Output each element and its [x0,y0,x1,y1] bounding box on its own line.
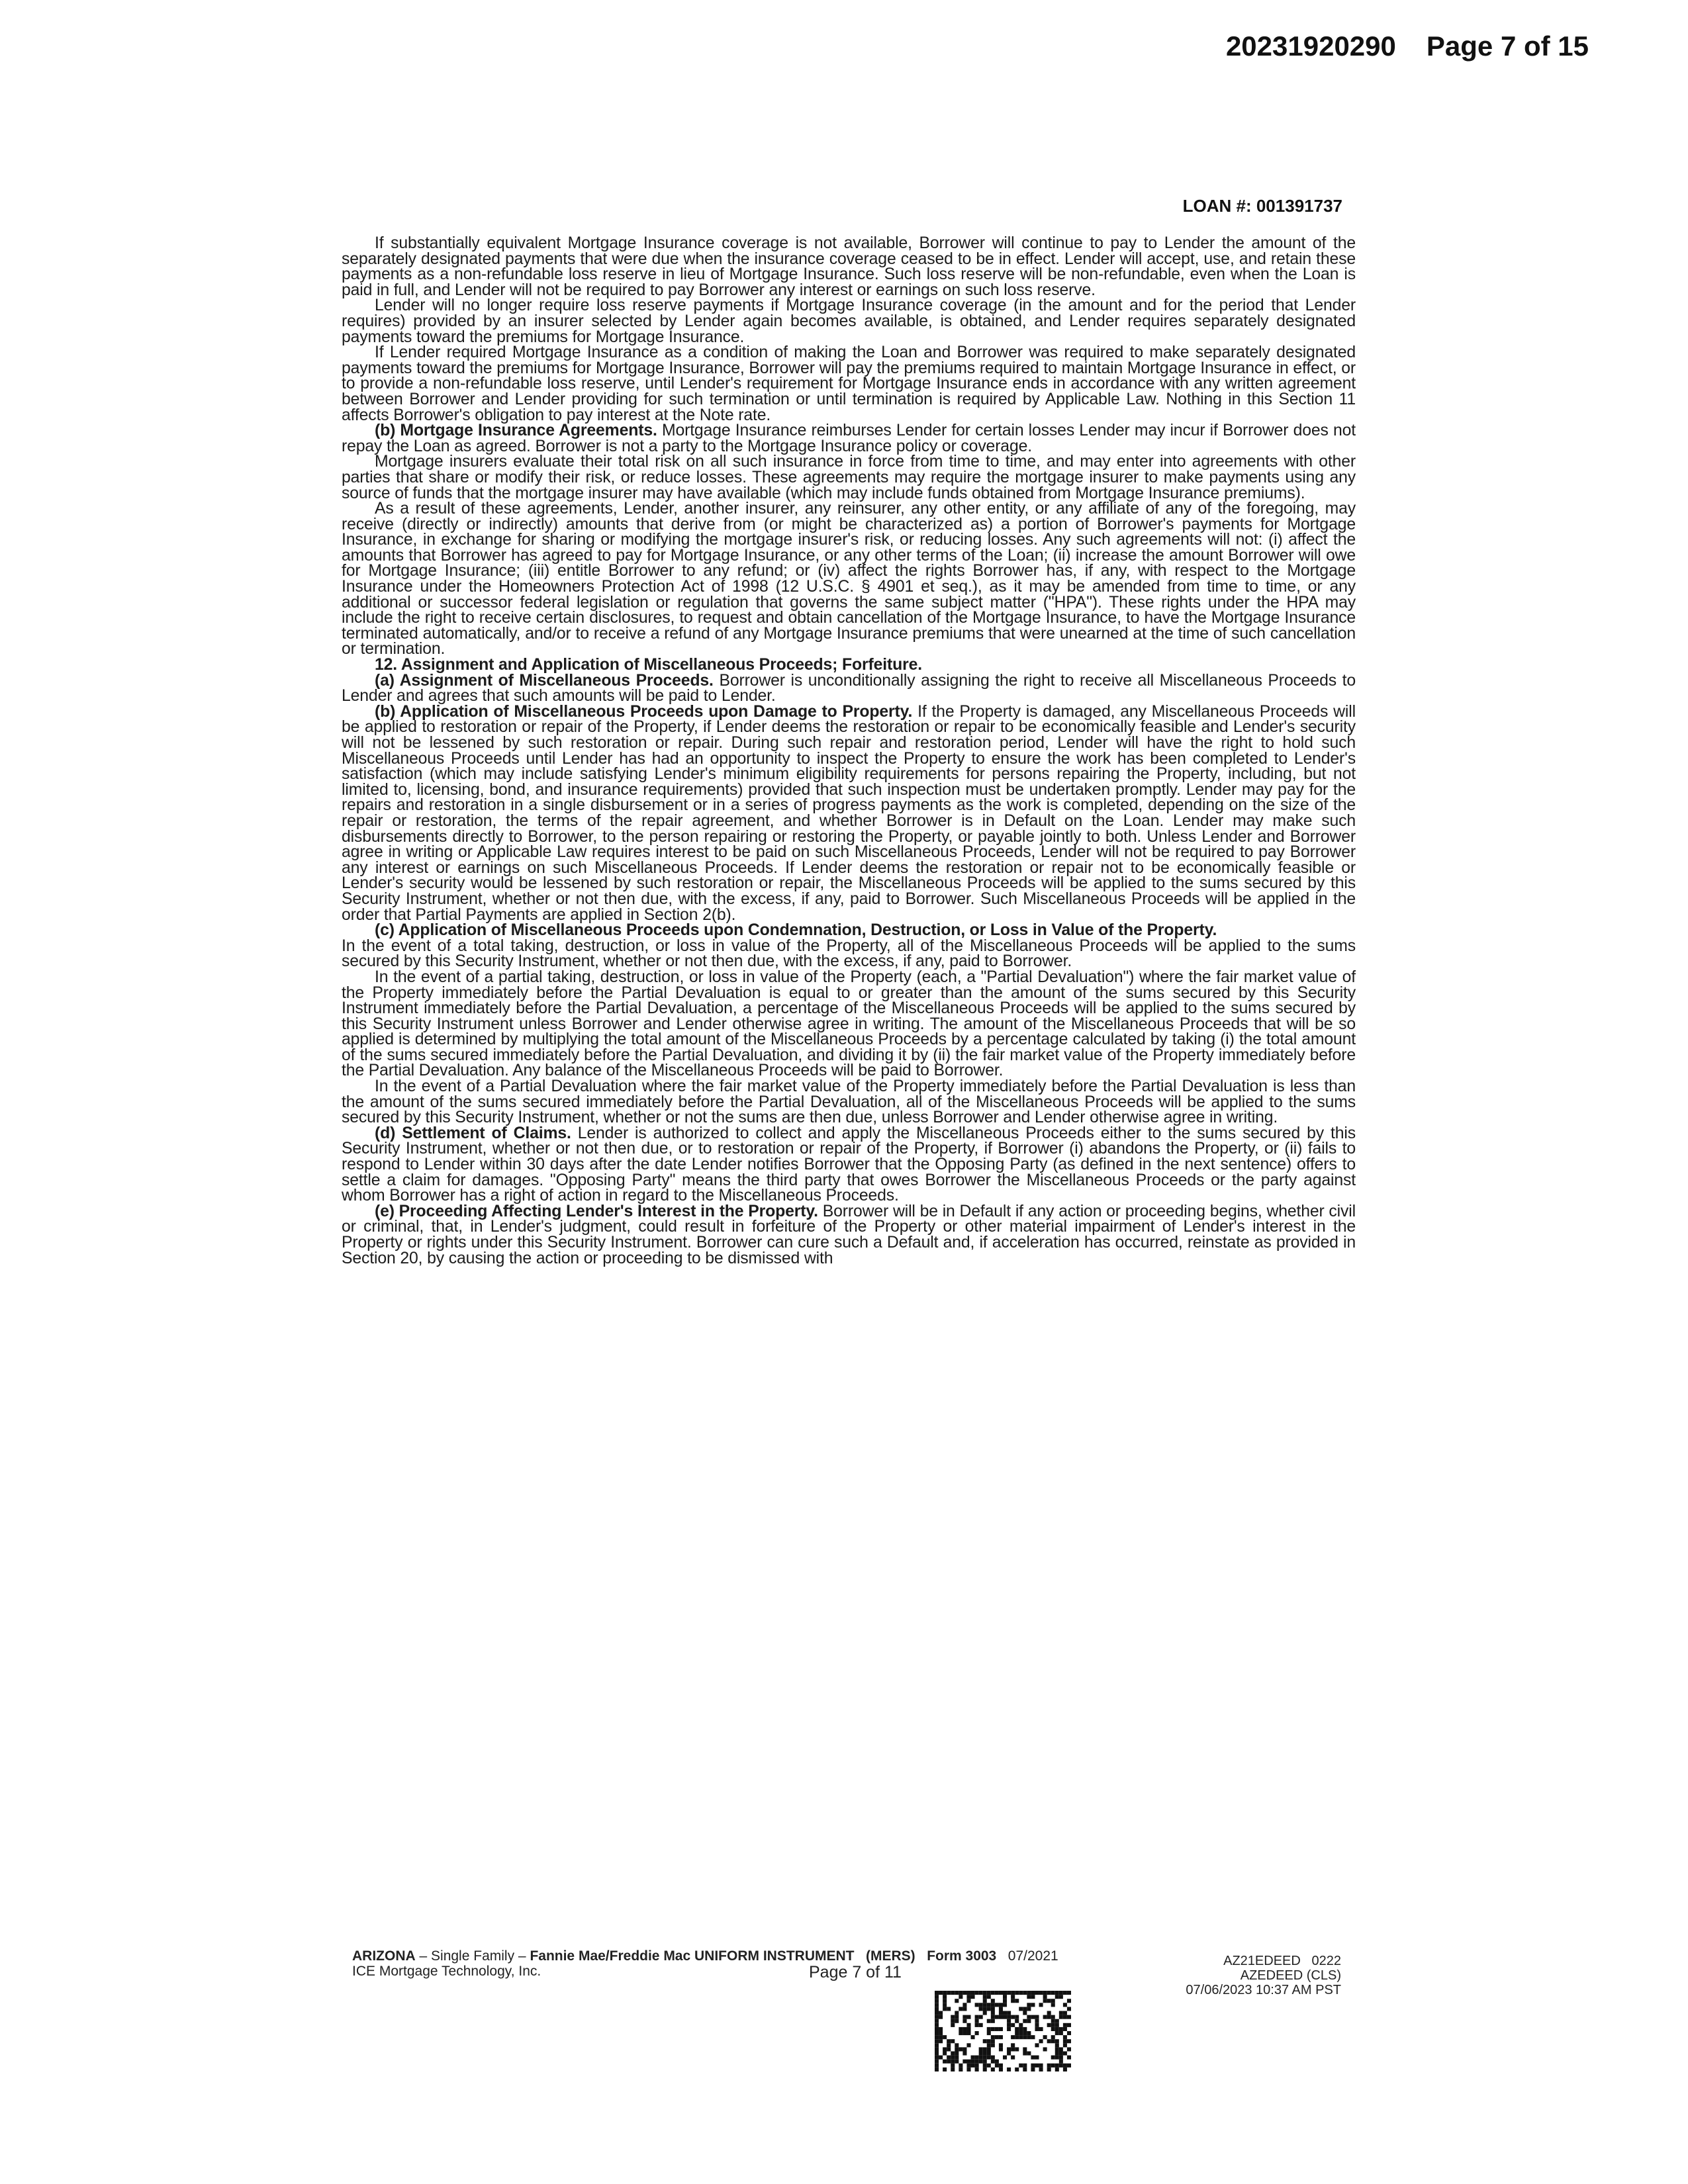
paragraph: As a result of these agreements, Lender, another insurer, any reinsurer, any other entity, or any affiliate of any of the foregoing, may receive (directly or indirectly) amounts that derive from (or might be characterized as) a portion of Borrower's payments for Mortgage Insurance, in exchange for sharing or modifying the mortgage insurer's risk, or reducing losses. Any such agreements will not: (i) affect the amounts that Borrower has agreed to pay for Mortgage Insurance, or any other terms of the Loan; (ii) increase the amount Borrower will owe for Mortgage Insurance; (iii) entitle Borrower to any refund; or (iv) affect the rights Borrower has, if any, with respect to the Mortgage Insurance under the Homeowners Protection Act of 1998 (12 U.S.C. § 4901 et seq.), as it may be amended from time to time, or any additional or successor federal legislation or regulation that governs the same subject matter ("HPA"). These rights under the HPA may include the right to receive certain disclosures, to request and obtain cancellation of the Mortgage Insurance, to have the Mortgage Insurance terminated automatically, and/or to receive a refund of any Mortgage Insurance premiums that were unearned at the time of such cancellation or termination. [342,500,1356,659]
paragraph: Mortgage insurers evaluate their total risk on all such insurance in force from time to time, and may enter into agreements with other parties that share or modify their risk, or reduce losses. These agreements may require the mortgage insurer to make payments using any source of funds that the mortgage insurer may have available (which may include funds obtained from Mortgage Insurance premiums). [342,453,1356,502]
section-heading: 12. Assignment and Application of Miscellaneous Proceeds; Forfeiture. [375,656,922,674]
page-number: Page 7 of 11 [809,1963,902,1981]
paragraph: If Lender required Mortgage Insurance as a condition of making the Loan and Borrower was required to make separately designated payments toward the premiums for Mortgage Insurance, Borrower will pay the premiums required to maintain Mortgage Insurance in effect, or to provide a non-refundable loss reserve, until Lender's requirement for Mortgage Insurance ends in accordance with any written agreement between Borrower and Lender providing for such termination or until termination is required by Applicable Law. Nothing in this Section 11 affects Borrower's obligation to pay interest at the Note rate. [342,343,1356,424]
paragraph: In the event of a Partial Devaluation where the fair market value of the Property immediately before the Partial Devaluation is less than the amount of the sums secured immediately before the Partial Devaluation, all of the Miscellaneous Proceeds will be applied to the sums secured by this Security Instrument, whether or not the sums are then due, unless Borrower and Lender otherwise agree in writing. [342,1077,1356,1127]
paragraph: In the event of a total taking, destruction, or loss in value of the Property, all of the Miscellaneous Proceeds will be applied to the sums secured by this Security Instrument, whether or not then due, with the excess, if any, paid to Borrower. [342,936,1356,971]
subsection-heading: (c) Application of Miscellaneous Proceeds upon Condemnation, Destruction, or Loss in Value of the Property. [375,921,1217,940]
paragraph: (e) Proceeding Affecting Lender's Interest in the Property. Borrower will be in Default if any action or proceeding begins, whether civil or criminal, that, in Lender's judgment, could result in forfeiture of the Property or other material impairment of Lender's interest in the Property or rights under this Security Instrument. Borrower can cure such a Default and, if acceleration has occurred, reinstate as provided in Section 20, by causing the action or proceeding to be dismissed with [342,1202,1356,1267]
subsection-heading: (a) Assignment of Miscellaneous Proceeds. [375,671,714,690]
form-codes: AZ21EDEED 0222 AZEDEED (CLS) 07/06/2023 10:37 AM PST [1186,1954,1341,1997]
paragraph: If substantially equivalent Mortgage Insurance coverage is not available, Borrower will continue to pay to Lender the amount of the separately designated payments that were due when the insurance coverage ceased to be in effect. Lender will accept, use, and retain these payments as a non-refundable loss reserve in lieu of Mortgage Insurance. Such loss reserve will be non-refundable, even when the Loan is paid in full, and Lender will not be required to pay Borrower any interest or earnings on such loss reserve. [342,234,1356,299]
paragraph: (b) Mortgage Insurance Agreements. Mortgage Insurance reimburses Lender for certain losses Lender may incur if Borrower does not repay the Loan as agreed. Borrower is not a party to the Mortgage Insurance policy or coverage. [342,422,1356,455]
subsection-heading: (d) Settlement of Claims. [375,1124,571,1142]
form-footer [352,1948,1058,1979]
barcode-icon [935,1991,1071,2071]
document-body [342,236,1356,1266]
paragraph: (a) Assignment of Miscellaneous Proceeds. Borrower is unconditionally assigning the right to receive all Miscellaneous Proceeds to Lender and agrees that such amounts will be paid to Lender. [342,671,1356,705]
paragraph: (d) Settlement of Claims. Lender is authorized to collect and apply the Miscellaneous Proceeds either to the sums secured by this Security Instrument, whether or not then due, or to restoration or repair of the Property, if Borrower (i) abandons the Property, or (ii) fails to respond to Lender within 30 days after the date Lender notifies Borrower that the Opposing Party (as defined in the next sentence) offers to settle a claim for damages. "Opposing Party" means the third party that owes Borrower the Miscellaneous Proceeds or the party against whom Borrower has a right of action in regard to the Miscellaneous Proceeds. [342,1124,1356,1205]
subsection-heading: (b) Application of Miscellaneous Proceeds upon Damage to Property. [375,702,913,721]
loan-number: LOAN #: 001391737 [1182,196,1342,216]
paragraph: (b) Application of Miscellaneous Proceeds upon Damage to Property. If the Property is damaged, any Miscellaneous Proceeds will be applied to restoration or repair of the Property, if Lender deems the restoration or repair to be economically feasible and Lender's security will not be lessened by such restoration or repair. During such repair and restoration period, Lender will have the right to hold such Miscellaneous Proceeds until Lender has had an opportunity to inspect the Property to ensure the work has been completed to Lender's satisfaction (which may include satisfying Lender's minimum eligibility requirements for persons repairing the Property, including, but not limited to, licensing, bond, and insurance requirements) provided that such inspection must be undertaken promptly. Lender may pay for the repairs and restoration in a single disbursement or in a series of progress payments as the work is completed, depending on the size of the repair or restoration, the terms of the repair agreement, and whether Borrower is in Default on the Loan. Lender may make such disbursements directly to Borrower, to the person repairing or restoring the Property, or payable jointly to both. Unless Lender and Borrower agree in writing or Applicable Law requires interest to be paid on such Miscellaneous Proceeds, Lender will not be required to pay Borrower any interest or earnings on such Miscellaneous Proceeds. If Lender deems the restoration or repair not to be economically feasible or Lender's security would be lessened by such restoration or repair, the Miscellaneous Proceeds will be applied to the sums secured by this Security Instrument, whether or not then due, with the excess, if any, paid to Borrower. Such Miscellaneous Proceeds will be applied in the order that Partial Payments are applied in Section 2(b). [342,702,1356,924]
subsection-heading: (e) Proceeding Affecting Lender's Interest in the Property. [375,1202,818,1220]
vendor-name: ICE Mortgage Technology, Inc. [352,1964,541,1979]
paragraph: In the event of a partial taking, destruction, or loss in value of the Property (each, a "Partial Devaluation") where the fair market value of the Property immediately before the Partial Devaluation is equal to or greater than the amount of the sums secured by this Security Instrument immediately before the Partial Devaluation, a percentage of the Miscellaneous Proceeds will be applied to the sums secured by this Security Instrument unless Borrower and Lender otherwise agree in writing. The amount of the Miscellaneous Proceeds that will be so applied is determined by multiplying the total amount of the Miscellaneous Proceeds by a percentage calculated by taking (i) the total amount of the sums secured immediately before the Partial Devaluation, and dividing it by (ii) the fair market value of the Property immediately before the Partial Devaluation. Any balance of the Miscellaneous Proceeds will be paid to Borrower. [342,968,1356,1080]
paragraph: Lender will no longer require loss reserve payments if Mortgage Insurance coverage (in the amount and for the period that Lender requires) provided by an insurer selected by Lender again becomes available, is obtained, and Lender requires separately designated payments toward the premiums for Mortgage Insurance. [342,296,1356,346]
recording-stamp [1226,30,1589,62]
subsection-heading: (b) Mortgage Insurance Agreements. [375,422,657,440]
document-number: 20231920290 [1225,30,1396,62]
form-identification: ARIZONA – Single Family – Fannie Mae/Freddie Mac UNIFORM INSTRUMENT (MERS) Form 3003 07/2021 [352,1948,1058,1964]
recording-page-number: Page 7 of 15 [1426,30,1589,62]
